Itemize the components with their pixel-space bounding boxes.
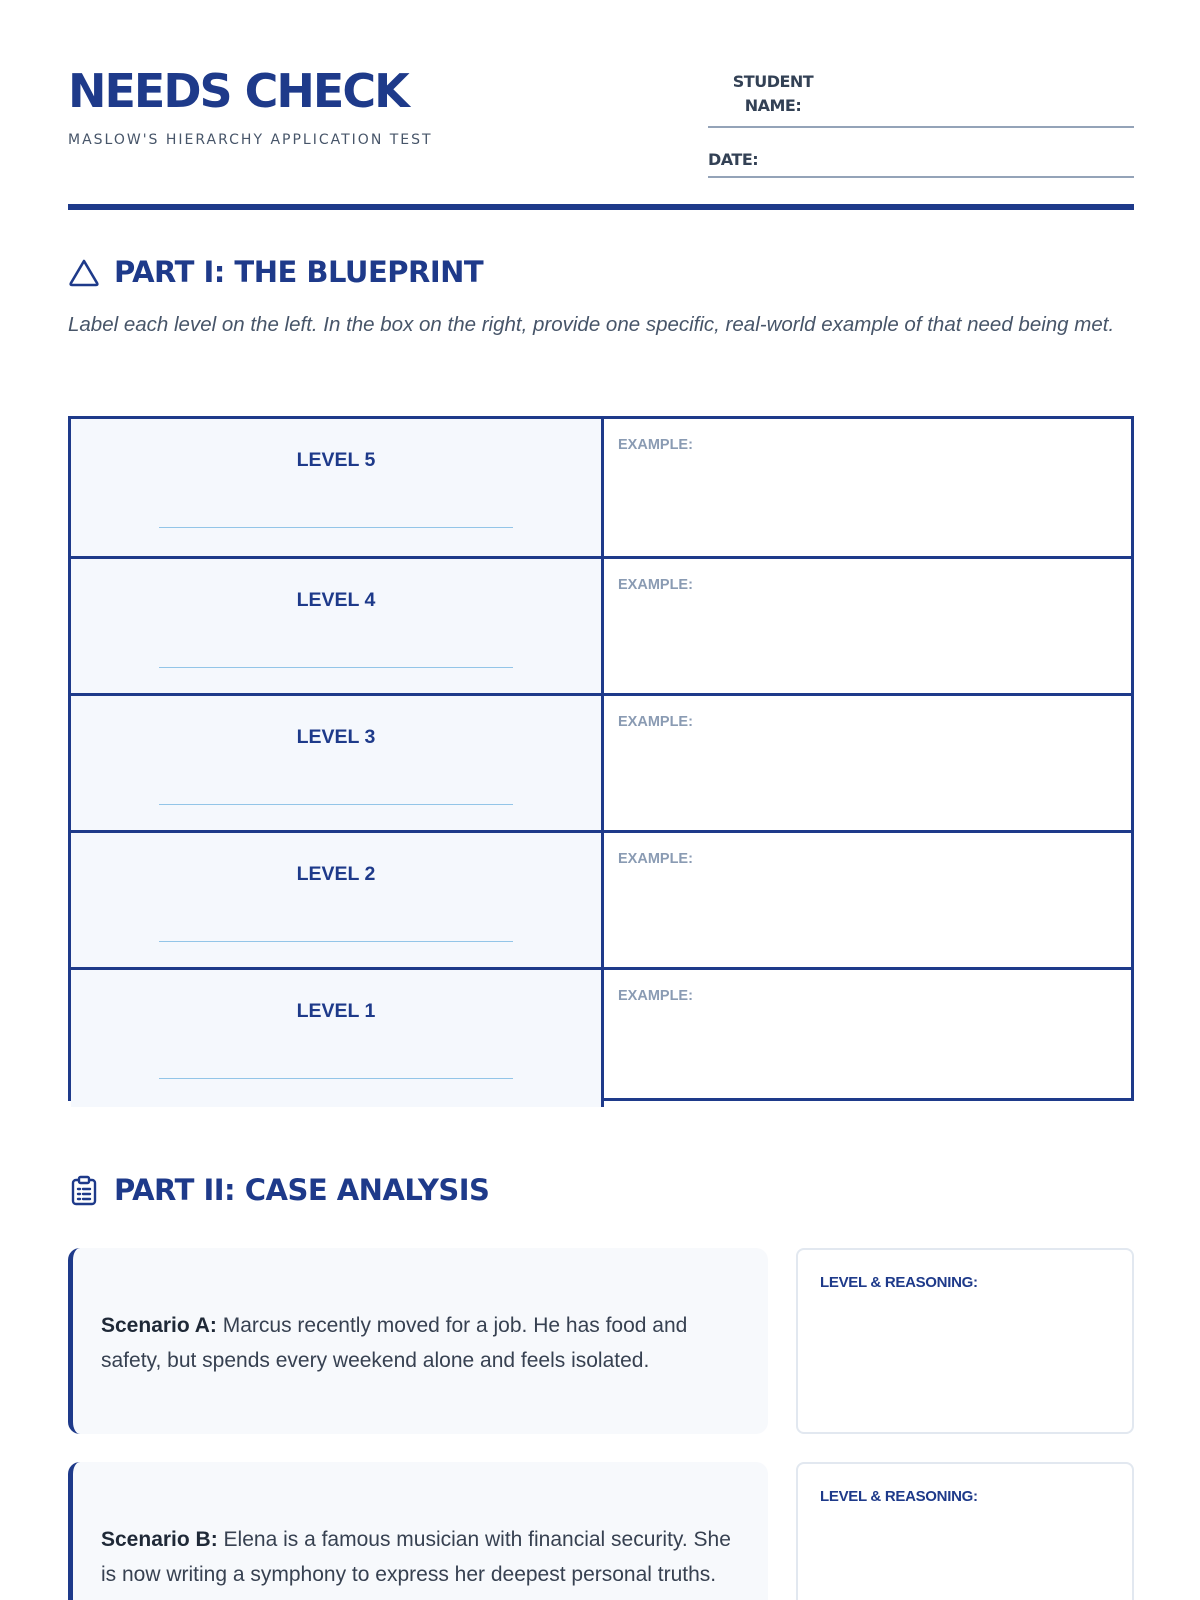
table-row-level-1 [71, 967, 1131, 1107]
level-answer-line[interactable] [159, 667, 513, 668]
level-label-cell [71, 970, 604, 1107]
scenario-text [101, 1308, 751, 1378]
student-name-label: STUDENT NAME: [732, 72, 814, 115]
table-row-level-5 [71, 419, 1131, 556]
table-row-level-4 [71, 556, 1131, 696]
clipboard-icon [68, 1174, 100, 1206]
example-label: EXAMPLE: [618, 851, 693, 867]
level-answer-line[interactable] [159, 1078, 513, 1079]
reasoning-answer-box[interactable] [796, 1248, 1134, 1434]
scenario-card [68, 1462, 768, 1600]
part2-title: PART II: CASE ANALYSIS [114, 1173, 490, 1207]
level-answer-line[interactable] [159, 804, 513, 805]
reasoning-answer-box[interactable] [796, 1462, 1134, 1600]
level-label: LEVEL 5 [296, 449, 376, 471]
level-label-cell [71, 419, 604, 556]
reasoning-label: LEVEL & REASONING: [820, 1274, 978, 1291]
level-label: LEVEL 4 [296, 589, 376, 611]
page-subtitle: MASLOW'S HIERARCHY APPLICATION TEST [68, 132, 433, 148]
level-answer-line[interactable] [159, 527, 513, 528]
date-label: DATE: [708, 150, 759, 169]
header-divider [68, 204, 1134, 210]
student-name-field[interactable] [708, 66, 1134, 128]
level-label: LEVEL 3 [296, 726, 376, 748]
part1-instructions: Label each level on the left. In the box on the right, provide one specific, real-world example of that need being met. [68, 313, 1115, 336]
level-label-cell [71, 833, 604, 970]
level-answer-line[interactable] [159, 941, 513, 942]
part2-heading [68, 1170, 1134, 1210]
scenario-card [68, 1248, 768, 1434]
example-label: EXAMPLE: [618, 714, 693, 730]
hierarchy-table [68, 416, 1134, 1101]
example-answer-box[interactable] [604, 970, 1131, 1107]
part1-heading [68, 252, 1134, 292]
scenario-text [101, 1522, 751, 1592]
level-label-cell [71, 696, 604, 833]
worksheet-page [68, 0, 1134, 1600]
table-row-level-3 [71, 693, 1131, 833]
scenario-a [68, 1248, 1134, 1434]
example-answer-box[interactable] [604, 833, 1131, 970]
example-answer-box[interactable] [604, 419, 1131, 556]
worksheet-header [68, 60, 1134, 210]
level-label-cell [71, 559, 604, 696]
page-title: NEEDS CHECK [68, 64, 408, 118]
level-label: LEVEL 2 [296, 863, 376, 885]
triangle-icon [68, 256, 100, 288]
scenario-body: Elena is a famous musician with financial security. She is now writing a symphony to express her deepest personal truths. [101, 1528, 731, 1586]
scenario-body: Marcus recently moved for a job. He has food and safety, but spends every weekend alone and feels isolated. [101, 1314, 688, 1372]
scenario-prefix: Scenario B: [101, 1528, 218, 1551]
example-answer-box[interactable] [604, 559, 1131, 696]
example-label: EXAMPLE: [618, 437, 693, 453]
example-label: EXAMPLE: [618, 577, 693, 593]
scenario-b [68, 1462, 1134, 1600]
reasoning-label: LEVEL & REASONING: [820, 1488, 978, 1505]
date-field[interactable] [708, 138, 1134, 178]
example-label: EXAMPLE: [618, 988, 693, 1004]
table-row-level-2 [71, 830, 1131, 970]
scenario-prefix: Scenario A: [101, 1314, 217, 1337]
level-label: LEVEL 1 [296, 1000, 376, 1022]
part1-title: PART I: THE BLUEPRINT [114, 255, 484, 289]
example-answer-box[interactable] [604, 696, 1131, 833]
